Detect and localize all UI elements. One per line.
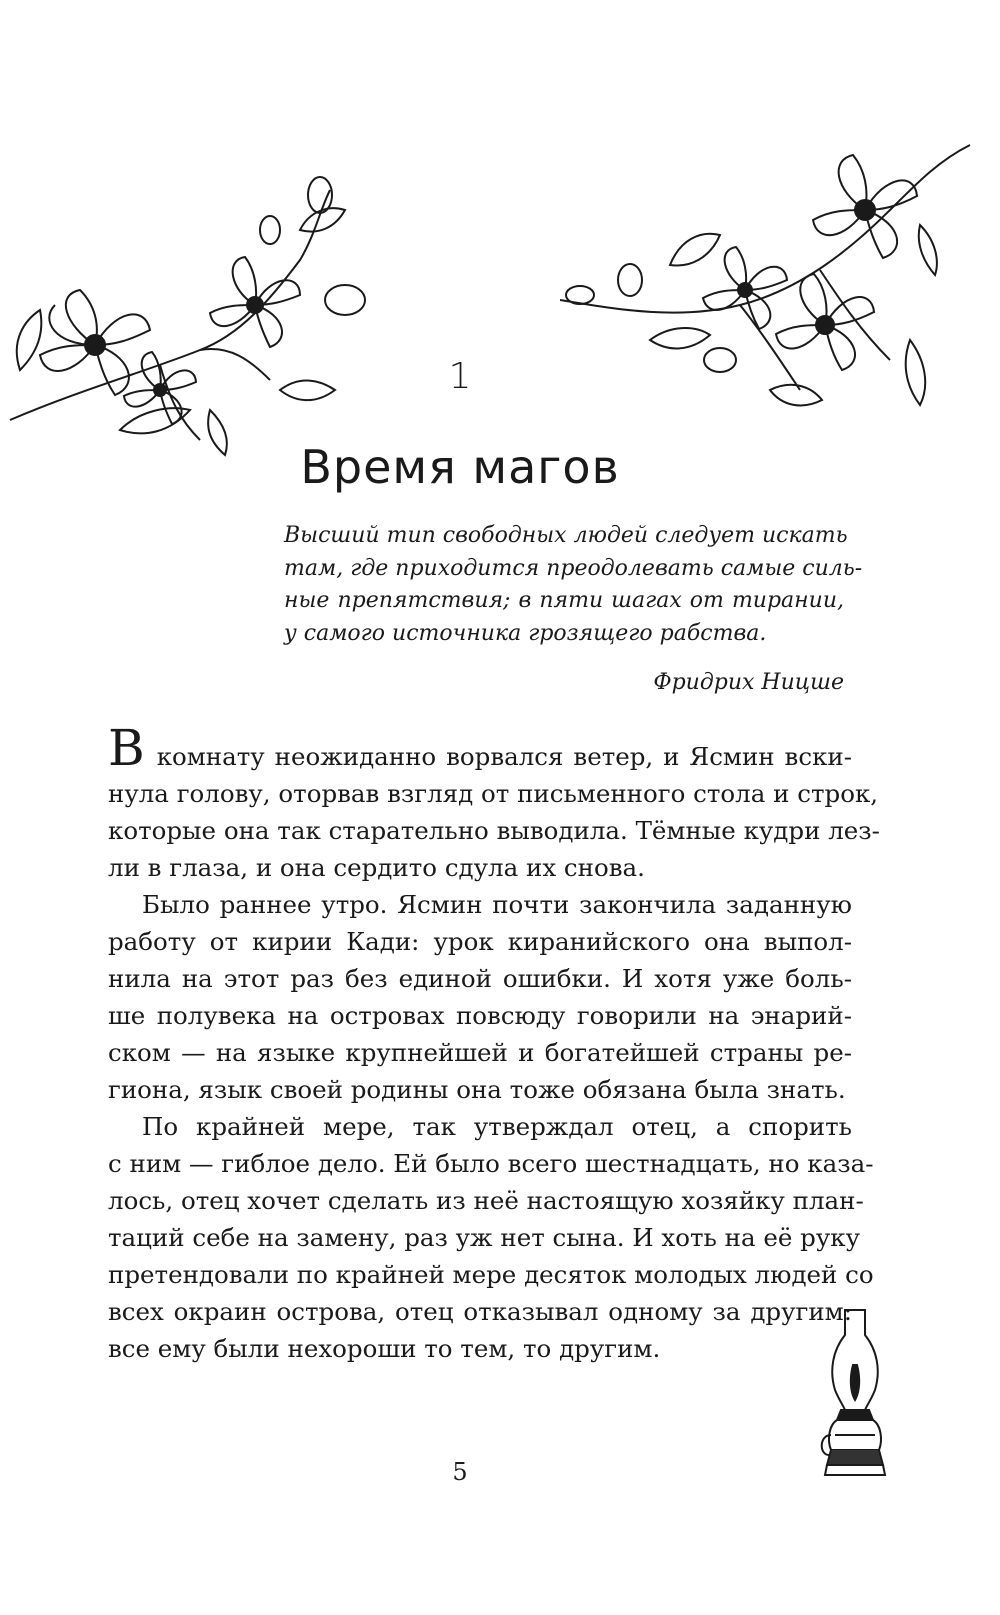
body-line: таций себе на замену, раз уж нет сына. И хоть на её руку [108, 1223, 861, 1252]
body-line: нила на этот раз без единой ошибки. И хотя уже боль- [108, 964, 852, 993]
body-line: которые она так старательно выводила. Тёмные кудри лез- [108, 816, 880, 845]
body-line: ли в глаза, и она сердито сдула их снова. [108, 853, 645, 882]
epigraph-line: там, где приходится преодолевать самые силь- [284, 555, 863, 581]
body-line: все ему были нехороши то тем, то другим. [108, 1334, 661, 1363]
body-line: ше полувека на островах повсюду говорили на энарий- [108, 1001, 852, 1030]
body-line: с ним — гиблое дело. Ей было всего шестнадцать, но каза- [108, 1149, 874, 1178]
body-line: претендовали по крайней мере десяток молодых людей со [108, 1260, 874, 1289]
oil-lamp-icon [815, 1305, 895, 1495]
dropcap: В [108, 719, 145, 777]
magnolia-branch-left-icon [0, 170, 480, 470]
magnolia-branch-right-icon [560, 130, 980, 440]
body-line: гиона, язык своей родины она тоже обязана была знать. [108, 1075, 846, 1104]
chapter-number: 1 [448, 356, 472, 397]
epigraph-line: Высший тип свободных людей следует искать [284, 523, 848, 548]
body-text [108, 719, 880, 1367]
epigraph-line: у самого источника грозящего рабства. [284, 620, 767, 646]
body-line: лось, отец хочет сделать из неё настоящую хозяйку план- [108, 1186, 864, 1215]
epigraph [284, 520, 863, 650]
page-number: 5 [452, 1458, 468, 1486]
epigraph-author: Фридрих Ницше [653, 670, 844, 695]
chapter-title: Время магов [300, 440, 620, 494]
body-line: нула голову, оторвав взгляд от письменного стола и строк, [108, 779, 879, 808]
body-line: По крайней мере, так утверждал отец, а спорить [142, 1112, 852, 1141]
body-line: Было раннее утро. Ясмин почти закончила заданную [142, 890, 852, 919]
body-line: всех окраин острова, отец отказывал одному за другим: [108, 1297, 852, 1326]
body-line [108, 719, 852, 777]
body-line: ском — на языке крупнейшей и богатейшей страны ре- [108, 1038, 852, 1067]
body-line-text: комнату неожиданно ворвался ветер, и Ясмин вски- [156, 742, 852, 771]
epigraph-line: ные препятствия; в пяти шагах от тирании, [284, 588, 844, 613]
body-line: работу от кирии Кади: урок киранийского она выпол- [108, 927, 852, 956]
